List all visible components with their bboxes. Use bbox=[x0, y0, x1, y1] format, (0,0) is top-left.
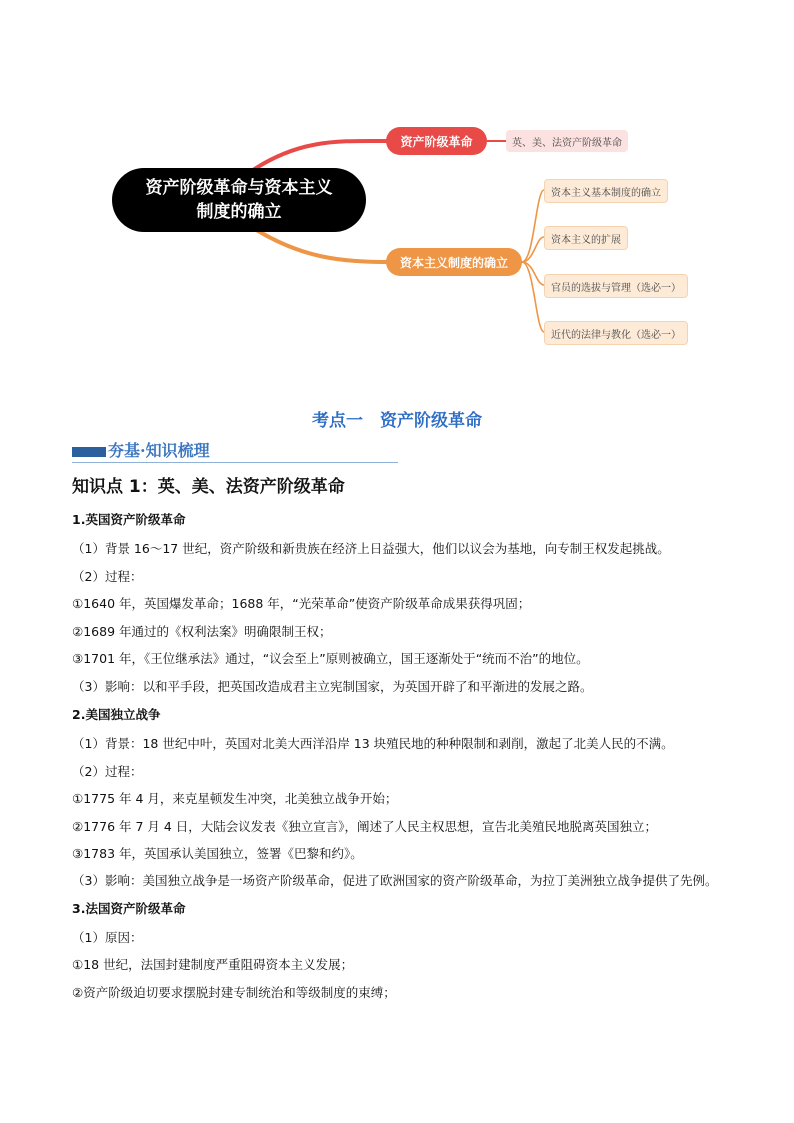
mindmap-branch-capitalism: 资本主义制度的确立 bbox=[386, 248, 522, 276]
paragraph: （1）原因： bbox=[72, 929, 143, 945]
knowledge-point-title: 知识点 1：英、美、法资产阶级革命 bbox=[72, 477, 345, 497]
paragraph: （1）背景 16～17 世纪，资产阶级和新贵族在经济上日益强大，他们以议会为基地，向专制王权发起挑战。 bbox=[72, 541, 670, 556]
usa-heading: 2.美国独立战争 bbox=[72, 707, 161, 722]
mindmap-leaf: 近代的法律与教化（选必一） bbox=[544, 321, 688, 345]
content bbox=[72, 472, 727, 1006]
mindmap-leaf: 官员的选拔与管理（选必一） bbox=[544, 274, 688, 298]
france-heading: 3.法国资产阶级革命 bbox=[72, 900, 186, 916]
mindmap bbox=[0, 0, 794, 380]
paragraph: ①1640 年，英国爆发革命；1688 年，“光荣革命”使资产阶级革命成果获得巩固； bbox=[72, 596, 531, 611]
paragraph: ③1783 年，英国承认美国独立，签署《巴黎和约》。 bbox=[72, 846, 363, 861]
section-title: 考点一 资产阶级革命 bbox=[312, 411, 482, 431]
banner-underline bbox=[72, 462, 398, 463]
connector-orange-leaf-4 bbox=[522, 262, 544, 332]
paragraph: （2）过程： bbox=[72, 763, 143, 779]
mindmap-root: 资产阶级革命与资本主义 制度的确立 bbox=[112, 168, 366, 232]
banner-bar bbox=[72, 447, 106, 457]
banner bbox=[72, 440, 398, 464]
connector-orange-leaf-3 bbox=[522, 262, 544, 285]
paragraph: （3）影响：以和平手段，把英国改造成君主立宪制国家，为英国开辟了和平渐进的发展之路。 bbox=[72, 678, 593, 694]
paragraph: ②1776 年 7 月 4 日，大陆会议发表《独立宣言》，阐述了人民主权思想，宣告北美殖民地脱离英国独立； bbox=[72, 818, 658, 834]
paragraph: ①1775 年 4 月，来克星顿发生冲突，北美独立战争开始； bbox=[72, 791, 398, 806]
mindmap-leaf: 资本主义基本制度的确立 bbox=[544, 179, 668, 203]
paragraph: ②资产阶级迫切要求摆脱封建专制统治和等级制度的束缚； bbox=[72, 984, 396, 1000]
connector-orange-leaf-2 bbox=[522, 237, 544, 262]
paragraph: ①18 世纪，法国封建制度严重阻碍资本主义发展； bbox=[72, 957, 354, 972]
mindmap-branch-revolution: 资产阶级革命 bbox=[386, 127, 487, 155]
england-heading: 1.英国资产阶级革命 bbox=[72, 512, 186, 527]
paragraph: （2）过程： bbox=[72, 568, 143, 584]
mindmap-leaf: 英、美、法资产阶级革命 bbox=[506, 130, 628, 152]
paragraph: （3）影响：美国独立战争是一场资产阶级革命，促进了欧洲国家的资产阶级革命，为拉丁美洲独立战争提供了先例。 bbox=[72, 872, 718, 888]
paragraph: （1）背景：18 世纪中叶，英国对北美大西洋沿岸 13 块殖民地的种种限制和剥削，激起了北美人民的不满。 bbox=[72, 736, 674, 751]
banner-text: 夯基·知识梳理 bbox=[108, 441, 210, 460]
paragraph: ②1689 年通过的《权利法案》明确限制王权； bbox=[72, 623, 332, 639]
paragraph: ③1701 年，《王位继承法》通过，“议会至上”原则被确立，国王逐渐处于“统而不治”的地位。 bbox=[72, 651, 589, 666]
mindmap-leaf: 资本主义的扩展 bbox=[544, 226, 628, 250]
